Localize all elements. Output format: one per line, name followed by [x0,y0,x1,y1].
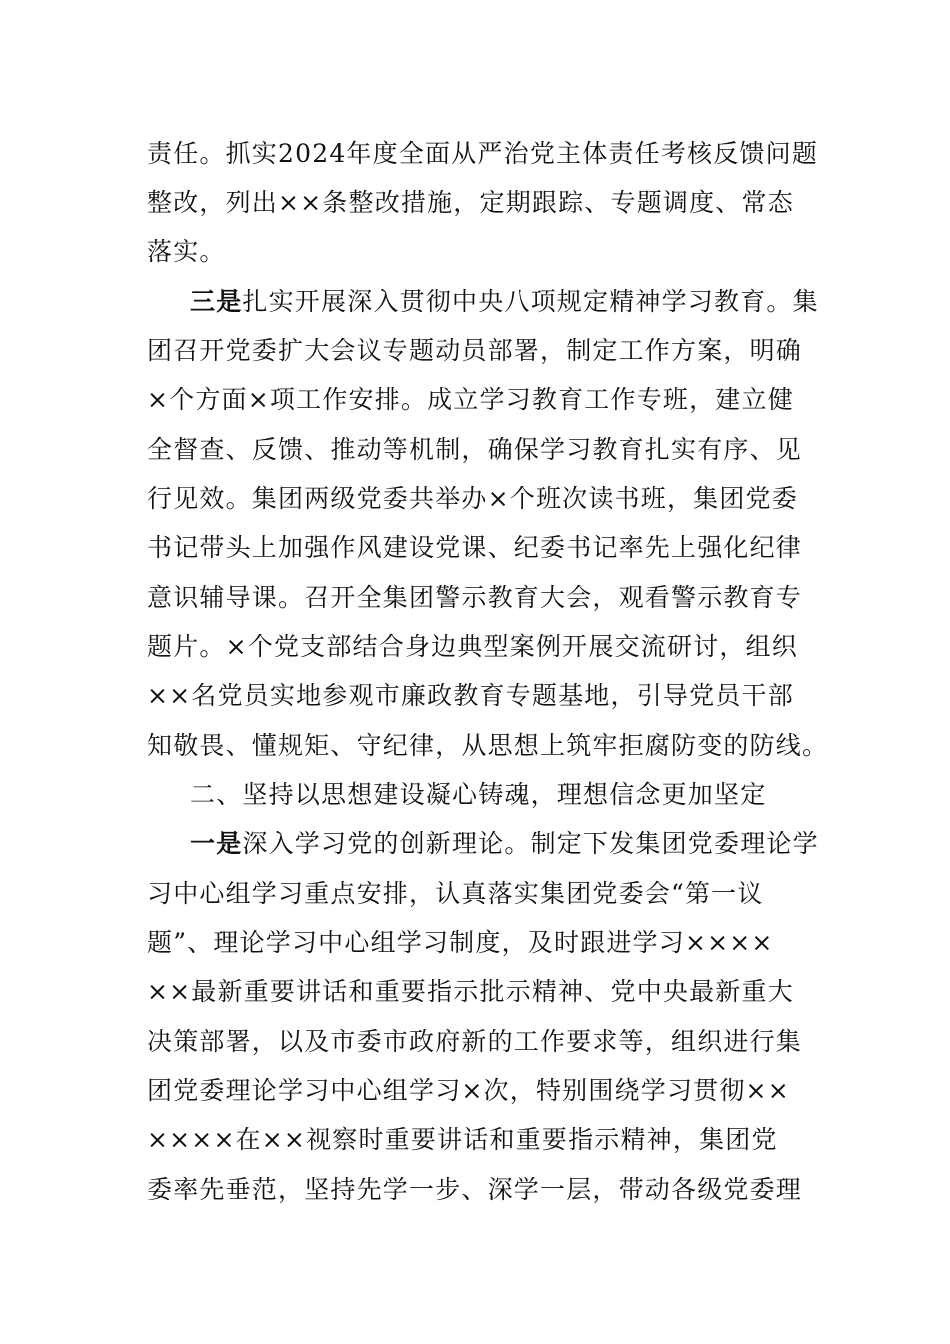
lead-label-three: 三是 [190,287,243,316]
text-line-8 [147,481,827,517]
text-line-12 [147,678,827,714]
text-line-7 [147,432,827,468]
line-text: 全督查、反馈、推动等机制，确保学习教育扎实有序、见 [147,435,803,464]
text-line-16 [147,876,827,912]
line-text: 习中心组学习重点安排，认真落实集团党委会“第一议 [147,879,764,908]
lead-label-one: 一是 [190,829,243,858]
line-text: 深入学习党的创新理论。制定下发集团党委理论学 [242,829,819,858]
text-line-21 [147,1122,827,1158]
line-text: 团党委理论学习中心组学习×次，特别围绕学习贯彻×× [147,1076,790,1105]
text-line-20 [147,1073,827,1109]
line-text: ××××在××视察时重要讲话和重要指示精神，集团党 [147,1125,778,1154]
line-text: 整改，列出××条整改措施，定期跟踪、专题调度、常态 [147,188,794,217]
line-text: ××最新重要讲话和重要指示批示精神、党中央最新重大 [147,977,794,1006]
text-line-10 [147,580,827,616]
text-line-5 [147,333,827,369]
line-text: 委率先垂范，坚持先学一步、深学一层，带动各级党委理 [147,1175,803,1204]
text-line-11 [147,629,827,665]
line-text: 书记带头上加强作风建设党课、纪委书记率先上强化纪律 [147,533,803,562]
text-line-1 [147,136,827,172]
line-text: 决策部署，以及市委市政府新的工作要求等，组织进行集 [147,1027,803,1056]
line-text: ×个方面×项工作安排。成立学习教育工作专班，建立健 [147,385,794,414]
text-line-13 [147,728,827,764]
text-line-19 [147,1024,827,1060]
text-line-18 [147,974,827,1010]
text-line-3 [147,234,827,270]
line-text: 落实。 [147,237,226,266]
text-line-9 [147,530,827,566]
line-text: 意识辅导课。召开全集团警示教育大会，观看警示教育专 [147,583,803,612]
section-heading [190,777,870,813]
line-text: ××名党员实地参观市廉政教育专题基地，引导党员干部 [147,681,794,710]
line-text: 知敬畏、懂规矩、守纪律，从思想上筑牢拒腐防变的防线。 [147,731,829,760]
line-text: 责任。抓实2024年度全面从严治党主体责任考核反馈问题 [147,139,819,168]
section-heading-text: 二、坚持以思想建设凝心铸魂，理想信念更加坚定 [190,780,767,809]
paragraph-one-start [190,826,870,862]
line-text: 题片。×个党支部结合身边典型案例开展交流研讨，组织 [147,632,798,661]
text-line-6 [147,382,827,418]
line-text: 扎实开展深入贯彻中央八项规定精神学习教育。集 [242,287,819,316]
paragraph-three-start [190,284,870,320]
text-line-17 [147,925,827,961]
text-line-22 [147,1172,827,1208]
text-line-2 [147,185,827,221]
line-text: 团召开党委扩大会议专题动员部署，制定工作方案，明确 [147,336,803,365]
line-text: 行见效。集团两级党委共举办×个班次读书班，集团党委 [147,484,798,513]
line-text: 题”、理论学习中心组学习制度，及时跟进学习×××× [147,928,774,957]
